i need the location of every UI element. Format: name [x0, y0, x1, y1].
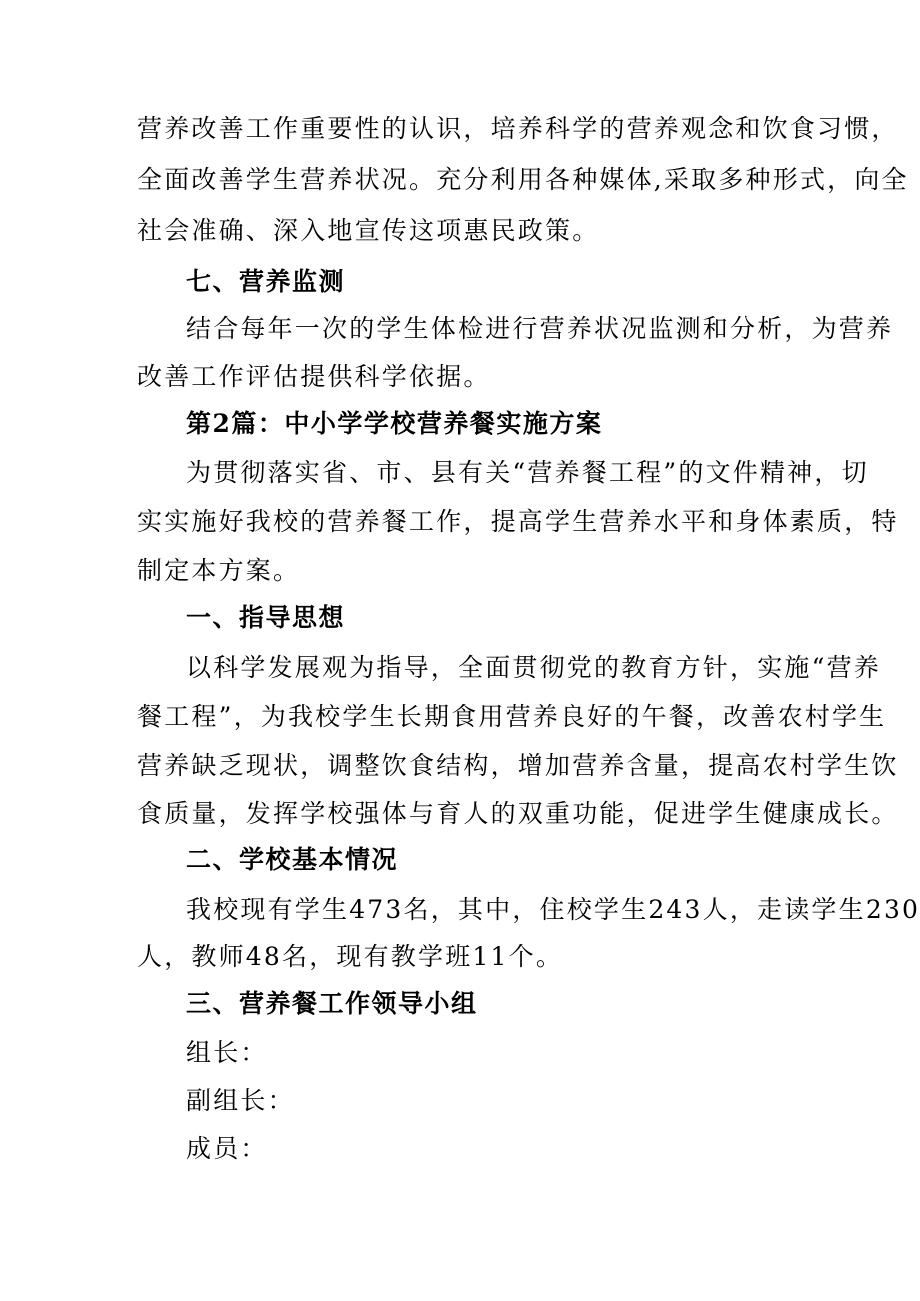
members-line: 成员： [186, 1134, 268, 1163]
paragraph-line: 为贯彻落实省、市、县有关“营养餐工程”的文件精神，切 [186, 458, 869, 487]
paragraph-line: 改善工作评估提供科学依据。 [137, 362, 491, 391]
paragraph-line: 人，教师48名，现有教学班11个。 [137, 942, 564, 971]
paragraph-line: 制定本方案。 [137, 556, 301, 585]
paragraph-line: 营养改善工作重要性的认识，培养科学的营养观念和饮食习惯， [137, 114, 899, 143]
paragraph-line: 结合每年一次的学生体检进行营养状况监测和分析，为营养 [186, 314, 894, 343]
group-leader-line: 组长： [186, 1038, 268, 1067]
paragraph-line: 餐工程”，为我校学生长期食用营养良好的午餐，改善农村学生 [137, 702, 887, 731]
paragraph-line: 实实施好我校的营养餐工作，提高学生营养水平和身体素质，特 [137, 507, 899, 536]
section-heading-guiding-ideology: 一、指导思想 [186, 603, 346, 632]
paragraph-line: 社会准确、深入地宣传这项惠民政策。 [137, 216, 600, 245]
paragraph-line: 营养缺乏现状，调整饮食结构，增加营养含量，提高农村学生饮 [137, 751, 899, 780]
section-heading-nutrition-monitoring: 七、营养监测 [186, 267, 346, 296]
paragraph-line: 全面改善学生营养状况。充分利用各种媒体,采取多种形式，向全 [137, 165, 909, 194]
section-heading-school-basics: 二、学校基本情况 [186, 845, 399, 874]
paragraph-line: 我校现有学生473名，其中，住校学生243人，走读学生230 [186, 895, 920, 924]
paragraph-line: 以科学发展观为指导，全面贯彻党的教育方针，实施“营养 [186, 653, 881, 682]
section-heading-leadership-group: 三、营养餐工作领导小组 [186, 989, 478, 1018]
paragraph-line: 食质量，发挥学校强体与育人的双重功能，促进学生健康成长。 [137, 799, 899, 828]
article-title: 第2篇：中小学学校营养餐实施方案 [186, 409, 603, 438]
deputy-leader-line: 副组长： [186, 1086, 295, 1115]
